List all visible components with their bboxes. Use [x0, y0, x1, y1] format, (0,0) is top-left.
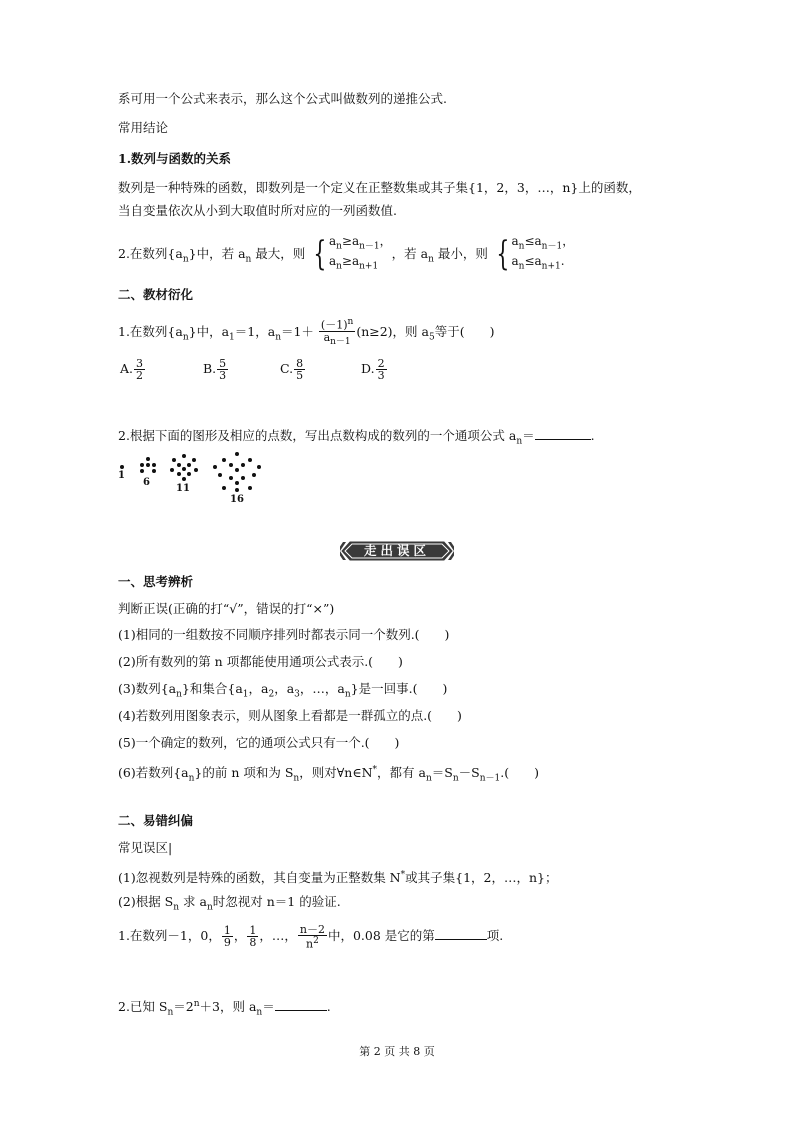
- dot: [120, 465, 124, 469]
- dot-label-1: 1: [118, 470, 125, 481]
- dot: [235, 468, 239, 472]
- dot: [152, 463, 156, 467]
- conclusion-1-line-2: 当自变量依次从小到大取值时所对应的一列函数值.: [118, 203, 397, 218]
- section-banner: [340, 540, 454, 562]
- dot: [187, 463, 191, 467]
- dot: [235, 488, 239, 492]
- practice-2: 2.已知 $S_n=2^n+3$，则 $a_n=$ .: [118, 999, 331, 1018]
- error-item-1: (1)忽视数列是特殊的函数，其自变量为正整数集 N*或其子集{1，2，…，n}；: [118, 870, 558, 886]
- option-c: C. $\frac{8}{5}$: [280, 357, 304, 382]
- dot: [152, 469, 156, 473]
- judge-item-3: (3)数列$\{a_n\}$和集合{$a_1$，$a_2$，$a_3$，…，$a_n$}是一回事.( ): [118, 681, 448, 700]
- judge-item-5: (5)一个确定的数列，它的通项公式只有一个.( ): [118, 735, 400, 750]
- dot: [146, 463, 150, 467]
- error-item-2: (2)根据 $S_n$ 求 $a_n$时忽视对 n＝1 的验证.: [118, 894, 341, 913]
- max-condition-system: { $a_n\ge a_{n-1}$， $a_n\ge a_{n+1}$: [313, 234, 392, 275]
- dot: [146, 457, 150, 461]
- answer-blank: [435, 927, 487, 940]
- dot: [235, 452, 239, 456]
- dot: [140, 469, 144, 473]
- page-footer: 第 2 页 共 8 页: [359, 1045, 435, 1058]
- option-d: D. $\frac{2}{3}$: [361, 357, 385, 382]
- option-b: B. $\frac{5}{3}$: [203, 357, 227, 382]
- dot: [252, 473, 256, 477]
- section-errors-heading: 二、易错纠偏: [118, 813, 194, 828]
- min-condition-system: { $a_n\le a_{n-1}$， $a_n\le a_{n+1}$.: [496, 234, 575, 275]
- common-conclusions-heading: 常用结论: [118, 120, 169, 135]
- banner-title: 走出误区: [363, 543, 430, 558]
- recursive-formula-text: 系可用一个公式来表示，那么这个公式叫做数列的递推公式.: [118, 91, 447, 106]
- dot: [182, 477, 186, 481]
- dot-label-6: 6: [143, 477, 150, 488]
- section-think-heading: 一、思考辨析: [118, 574, 194, 589]
- dot: [172, 458, 176, 462]
- judge-item-2: (2)所有数列的第 n 项都能使用通项公式表示.( ): [118, 654, 403, 669]
- dot: [241, 476, 245, 480]
- answer-blank: [275, 998, 327, 1011]
- dot: [235, 481, 239, 485]
- conclusion-1-line-1: 数列是一种特殊的函数，即数列是一个定义在正整数集或其子集{1，2，3，…，n}上的函数，: [118, 180, 641, 195]
- dot: [177, 472, 181, 476]
- dot: [170, 468, 174, 472]
- dot: [248, 458, 252, 462]
- dot: [194, 468, 198, 472]
- dot: [140, 463, 144, 467]
- answer-blank: [535, 427, 591, 440]
- dot: [257, 465, 261, 469]
- dot: [182, 467, 186, 471]
- dot: [218, 473, 222, 477]
- dot: [222, 458, 226, 462]
- dot: [222, 486, 226, 490]
- judge-item-4: (4)若数列用图象表示，则从图象上看都是一群孤立的点.( ): [118, 708, 462, 723]
- question-2: 2.根据下面的图形及相应的点数，写出点数构成的数列的一个通项公式 $a_n=$ .: [118, 428, 595, 447]
- conclusion-1-title: 1.数列与函数的关系: [118, 151, 232, 166]
- dot: [213, 465, 217, 469]
- judge-item-1: (1)相同的一组数按不同顺序排列时都表示同一个数列.( ): [118, 627, 450, 642]
- dot: [241, 463, 245, 467]
- q1-fraction: $\frac{(-1)^n}{a_{n-1}}$: [320, 317, 354, 347]
- dot: [187, 472, 191, 476]
- option-a: A. $\frac{3}{2}$: [120, 357, 144, 382]
- question-1: 1.在数列$\{a_n\}$中，$a_1=1$，$a_n=1+$ $\frac{(-1)^n}{a_{n-1}}$ (n≥2)，则 $a_5$等于( ): [118, 317, 495, 347]
- dot: [182, 454, 186, 458]
- judge-item-6: (6)若数列$\{a_n\}$的前 n 项和为 $S_n$，则对∀n∈N*，都有 $a_n=S_n-S_{n-1}$.( ): [118, 765, 539, 784]
- judge-intro: 判断正误(正确的打“√”，错误的打“×”): [118, 601, 335, 616]
- dot-label-11: 11: [176, 483, 190, 494]
- common-errors-label: 常见误区|: [118, 840, 173, 855]
- conclusion-2: 2.在数列$\{a_n\}$中，若 $a_n$ 最大，则 { $a_n\ge a_{n-1}$， $a_n\ge a_{n+1}$ ，若 $a_n$ 最小，则 { $a_n\le a_{n-1}$， $a_n\le a_{n+1}$.: [118, 234, 575, 275]
- dot: [229, 463, 233, 467]
- dot: [177, 463, 181, 467]
- dot-label-16: 16: [230, 494, 244, 505]
- practice-1: 1.在数列－1，0， $\frac{1}{9}$ ， $\frac{1}{8}$ ，…， $\frac{n-2}{n^2}$ 中，0.08 是它的第 项.: [118, 922, 504, 951]
- section-textbook-heading: 二、教材衍化: [118, 287, 194, 302]
- dot: [248, 486, 252, 490]
- dot: [229, 476, 233, 480]
- dot: [192, 458, 196, 462]
